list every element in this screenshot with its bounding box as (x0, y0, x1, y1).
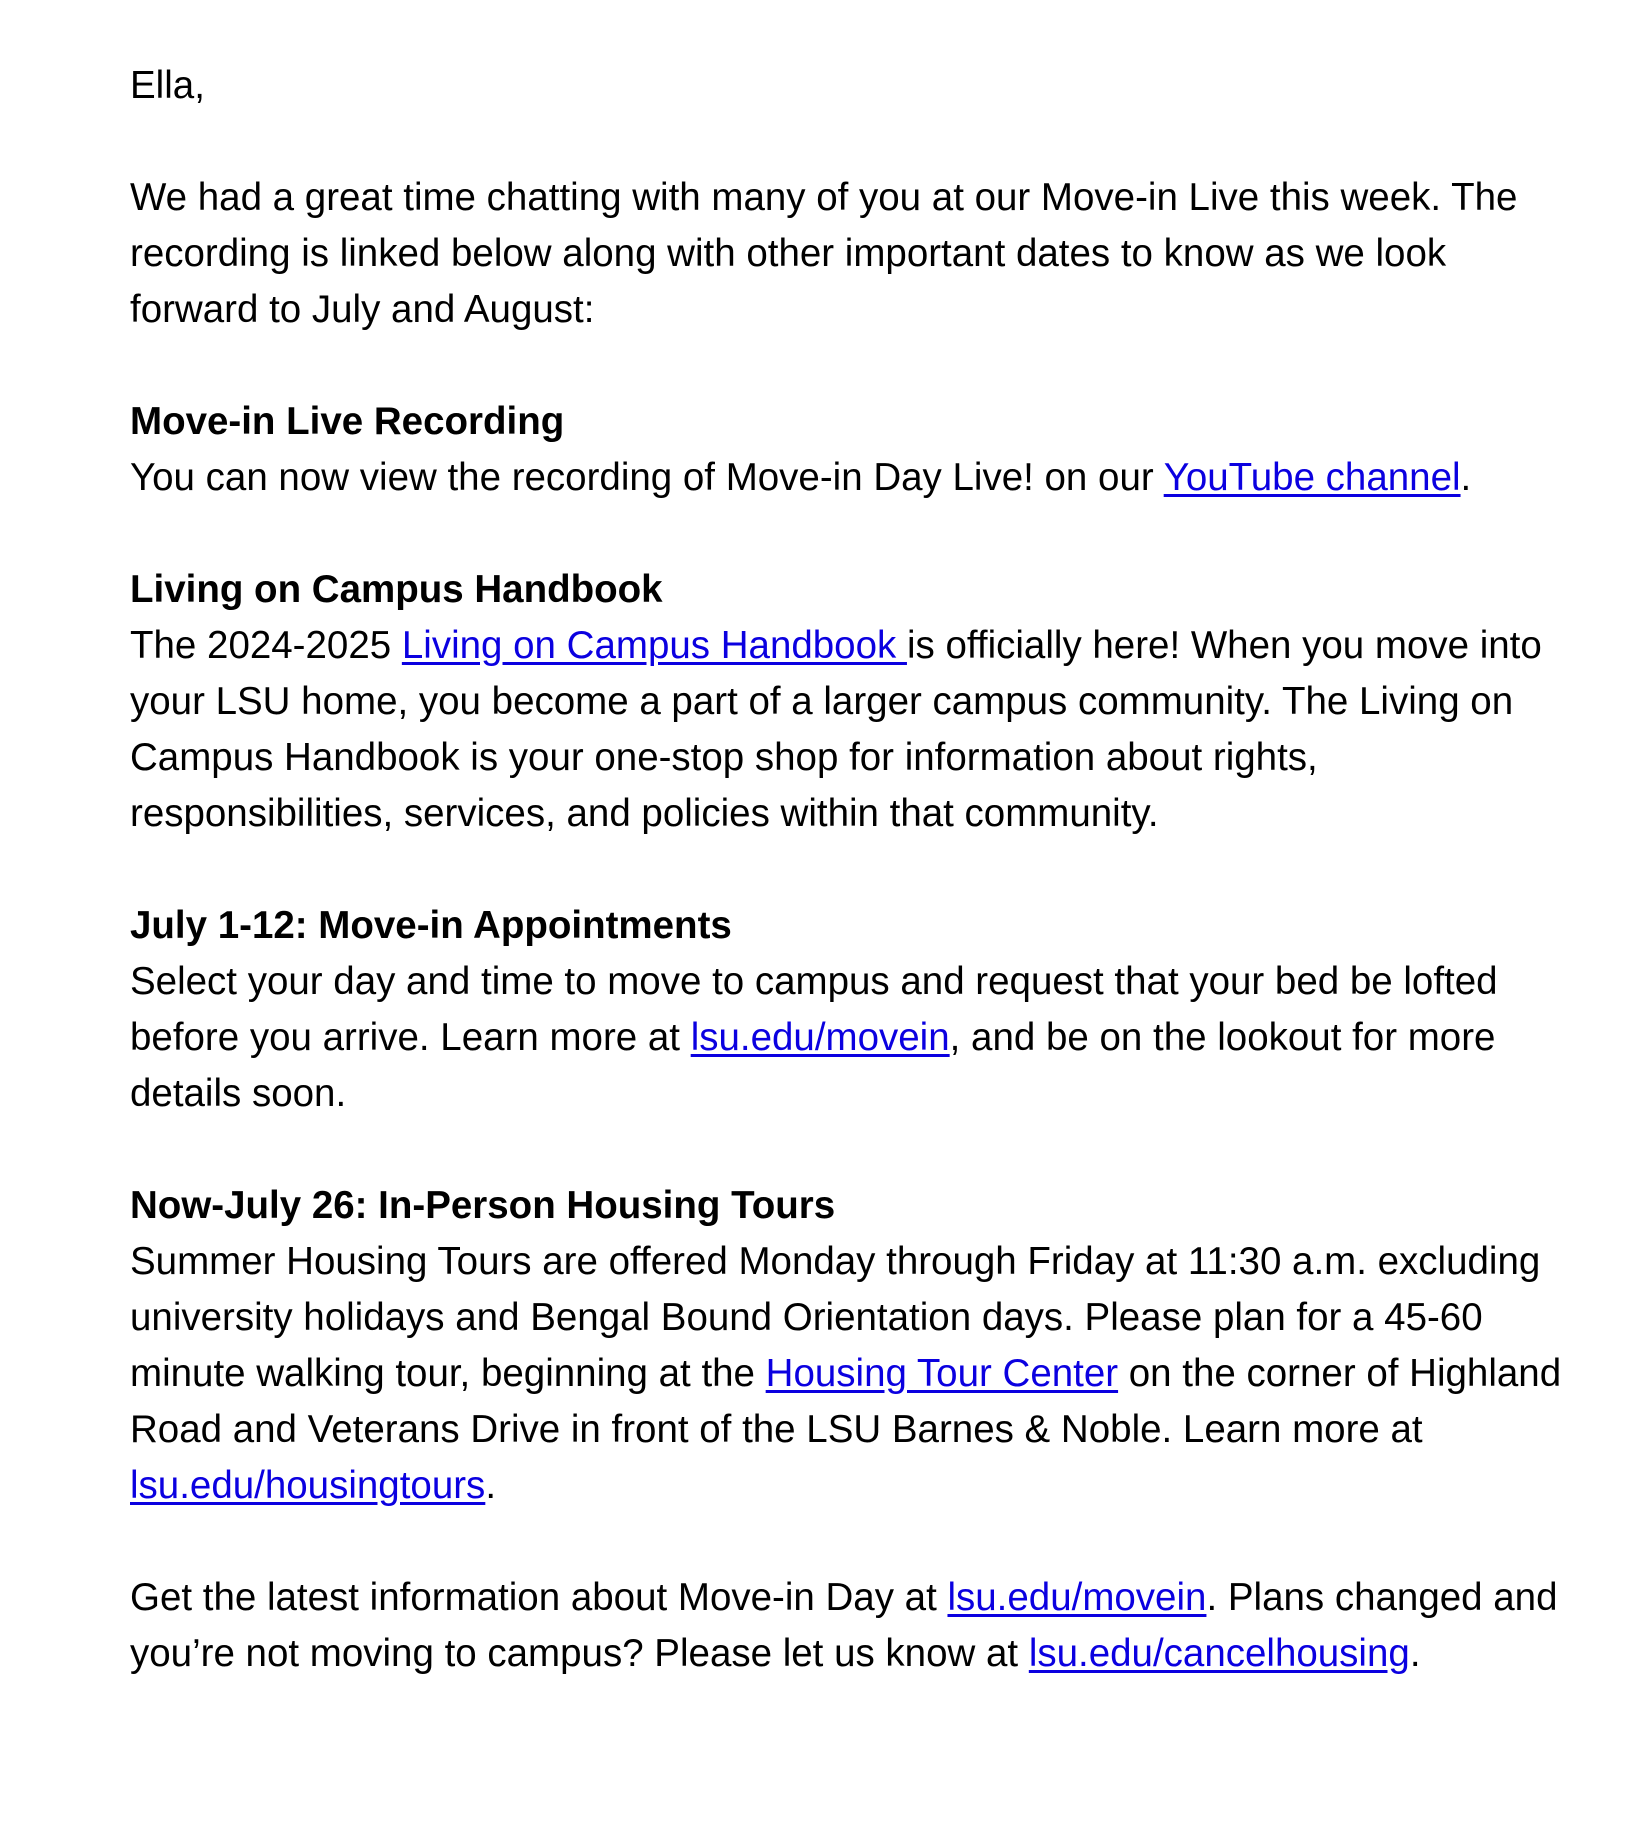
housingtours-link[interactable]: lsu.edu/housingtours (130, 1464, 486, 1507)
closing-movein-link[interactable]: lsu.edu/movein (947, 1576, 1207, 1619)
handbook-paragraph (130, 618, 1570, 842)
appointments-text-end: , and be on the lookout for more details soon. (130, 1016, 1496, 1115)
closing-text: Get the latest information about Move-in Day at (130, 1576, 948, 1619)
spacer (130, 842, 1570, 898)
appointments-heading: July 1-12: Move-in Appointments (130, 904, 732, 947)
appointments-text: Select your day and time to move to campus and request that your bed be lofted before you arrive. Learn more at (130, 960, 1498, 1059)
tours-text-middle: on the corner of Highland Road and Veterans Drive in front of the LSU Barnes & Noble. Learn more at (130, 1352, 1562, 1451)
spacer (130, 506, 1570, 562)
handbook-heading: Living on Campus Handbook (130, 568, 663, 611)
closing-text-end: . (1409, 1632, 1421, 1675)
cancelhousing-link[interactable]: lsu.edu/cancelhousing (1028, 1632, 1410, 1675)
closing-paragraph (130, 1570, 1570, 1682)
recording-text: You can now view the recording of Move-in Day Live! on our (130, 456, 1164, 499)
tours-paragraph (130, 1234, 1570, 1514)
movein-link[interactable]: lsu.edu/movein (690, 1016, 950, 1059)
intro-paragraph: We had a great time chatting with many of you at our Move-in Live this week. The recording is linked below along with other important dates to know as we look forward to July and August: (130, 176, 1518, 331)
spacer (130, 1122, 1570, 1178)
recording-text-end: . (1460, 456, 1472, 499)
housing-tour-center-link[interactable]: Housing Tour Center (765, 1352, 1119, 1395)
handbook-text-end: is officially here! When you move into your LSU home, you become a part of a larger campus community. The Living on Campus Handbook is your one-stop shop for information about rights, responsibilities, services, and policies within that community. (130, 624, 1542, 835)
tours-text: Summer Housing Tours are offered Monday through Friday at 11:30 a.m. excluding university holidays and Bengal Bound Orientation days. Please plan for a 45-60 minute walking tour, beginning at the (130, 1240, 1541, 1395)
youtube-channel-link[interactable]: YouTube channel (1163, 456, 1461, 499)
tours-text-end: . (485, 1464, 497, 1507)
email-body (130, 58, 1570, 1682)
spacer (130, 338, 1570, 394)
handbook-text: The 2024-2025 (130, 624, 402, 667)
closing-text-middle: . Plans changed and you’re not moving to campus? Please let us know at (130, 1576, 1558, 1675)
tours-heading: Now-July 26: In-Person Housing Tours (130, 1184, 836, 1227)
handbook-link[interactable]: Living on Campus Handbook (401, 624, 907, 667)
greeting: Ella, (130, 64, 205, 107)
spacer (130, 114, 1570, 170)
recording-heading: Move-in Live Recording (130, 400, 565, 443)
spacer (130, 1514, 1570, 1570)
appointments-paragraph (130, 954, 1570, 1122)
recording-paragraph (130, 450, 1570, 506)
